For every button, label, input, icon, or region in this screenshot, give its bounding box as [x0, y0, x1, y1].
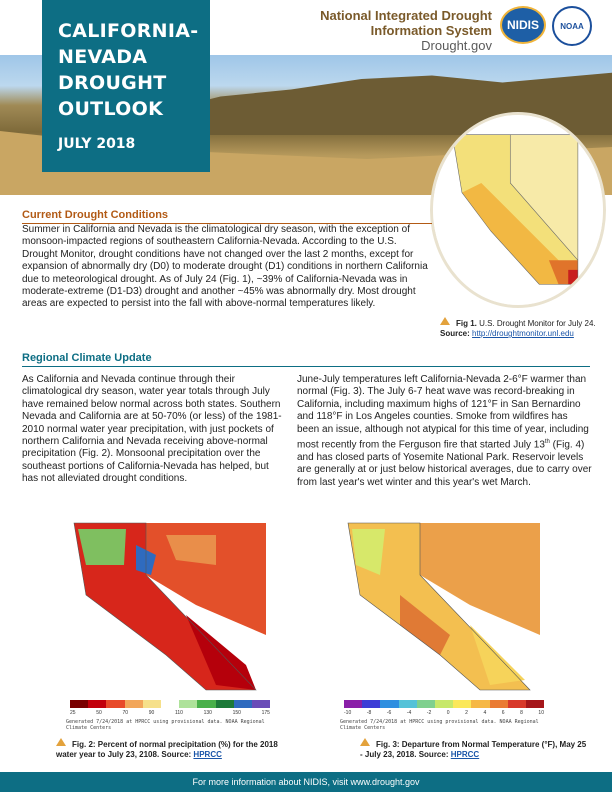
fig3-credit: Generated 7/24/2018 at HPRCC using provisional data. NOAA Regional Climate Centers: [340, 719, 539, 731]
scale-swatch: [125, 700, 143, 708]
regional-left-text: As California and Nevada continue through their climatological dry season, water year totals through July have remained below normal across both states. Southern Nevada and California are at 50-70% (or less) of the 1981-2010 normal water year precipitation, with just pockets of northern California and Nevada receiving above-normal precipitation (Fig. 2). Monsoonal precipitation over the southeast portions of California-Nevada has helped, but has not alleviated drought conditions.: [22, 374, 282, 485]
scale-swatch: [453, 700, 471, 708]
org-url[interactable]: Drought.gov: [421, 38, 492, 53]
temperature-scale-ticks: -10 -8 -6 -4 -2 0 2 4 6 8 10: [344, 710, 544, 716]
heading-rule: [22, 366, 590, 367]
temperature-color-scale: [344, 700, 544, 708]
scale-swatch: [508, 700, 526, 708]
triangle-icon: [440, 317, 450, 325]
page-title: CALIFORNIA-NEVADA DROUGHT OUTLOOK: [58, 20, 199, 120]
fig2-credit: Generated 7/24/2018 at HPRCC using provisional data. NOAA Regional Climate Centers: [66, 719, 265, 731]
issue-date: JULY 2018: [58, 136, 136, 152]
hprcc-link[interactable]: HPRCC: [193, 750, 222, 759]
precipitation-map: [66, 515, 276, 705]
scale-swatch: [143, 700, 161, 708]
hprcc-link[interactable]: HPRCC: [450, 750, 480, 759]
drought-monitor-map: [430, 112, 606, 308]
scale-swatch: [435, 700, 453, 708]
current-conditions-heading: Current Drought Conditions: [22, 209, 169, 221]
nidis-branding: [300, 8, 492, 53]
scale-swatch: [88, 700, 106, 708]
scale-swatch: [526, 700, 544, 708]
nidis-logo: NIDIS: [500, 6, 546, 44]
scale-swatch: [70, 700, 88, 708]
triangle-icon: [360, 738, 370, 746]
org-name-line2: Information System: [370, 23, 492, 38]
current-conditions-text: Summer in California and Nevada is the climatological dry season, with the exception of monsoon-impacted regions of southeastern California-Nevada. According to the U.S. Drought Monitor, drought conditions have not changed over the last 2 months, except for expansion of abnormally dry (D0) to moderate drought (D1) conditions in northern California due to meteorological drought. As of July 24 (Fig. 1), ~39% of California-Nevada was in moderate-extreme (D1-D3) drought and another ~45% was abnormally dry. Most drought areas are expected to persist into the fall with above-normal temperatures likely.: [22, 224, 428, 310]
regional-climate-heading: Regional Climate Update: [22, 352, 152, 364]
footer-bar: For more information about NIDIS, visit www.drought.gov: [0, 772, 612, 792]
scale-swatch: [252, 700, 270, 708]
fig2-caption: Fig. 2: Percent of normal precipitation (%) for the 2018 water year to July 23, 2108. Source: HPRCC: [56, 740, 278, 759]
fig3-caption: Fig. 3: Departure from Normal Temperature (°F), May 25 - July 23, 2018. Source: HPRCC: [360, 740, 587, 759]
scale-swatch: [380, 700, 398, 708]
fig1-caption: Fig 1. U.S. Drought Monitor for July 24. Source: http://droughtmonitor.unl.edu: [440, 319, 596, 338]
org-name-line1: National Integrated Drought: [320, 8, 492, 23]
triangle-icon: [56, 738, 66, 746]
scale-swatch: [344, 700, 362, 708]
scale-swatch: [234, 700, 252, 708]
title-box: [42, 0, 210, 172]
scale-swatch: [161, 700, 179, 708]
drought-monitor-link[interactable]: http://droughtmonitor.unl.edu: [472, 329, 574, 338]
scale-swatch: [490, 700, 508, 708]
precipitation-color-scale: [70, 700, 270, 708]
scale-swatch: [216, 700, 234, 708]
scale-swatch: [471, 700, 489, 708]
scale-swatch: [179, 700, 197, 708]
regional-right-text: June-July temperatures left California-Nevada 2-6°F warmer than normal (Fig. 3). The July 6-7 heat wave was record-breaking in California, including maximum highs of 121°F in San Bernardino and 118°F in Los Angeles counties. Smoke from wildfires has been an issue, although not atypical for this time of year, including most recently from the Ferguson fire that started July 13th (Fig. 4) and has closed parts of Yosemite National Park. Reservoir levels are generally at or just below historical averages, due to carry over from last year's wet winter and this year's wet March.: [297, 374, 592, 488]
scale-swatch: [417, 700, 435, 708]
precipitation-scale-ticks: 25 50 70 90 110 130 150 175: [70, 710, 270, 716]
scale-swatch: [106, 700, 124, 708]
scale-swatch: [399, 700, 417, 708]
scale-swatch: [197, 700, 215, 708]
temperature-departure-map: [340, 515, 550, 705]
noaa-logo: NOAA: [552, 6, 592, 46]
scale-swatch: [362, 700, 380, 708]
